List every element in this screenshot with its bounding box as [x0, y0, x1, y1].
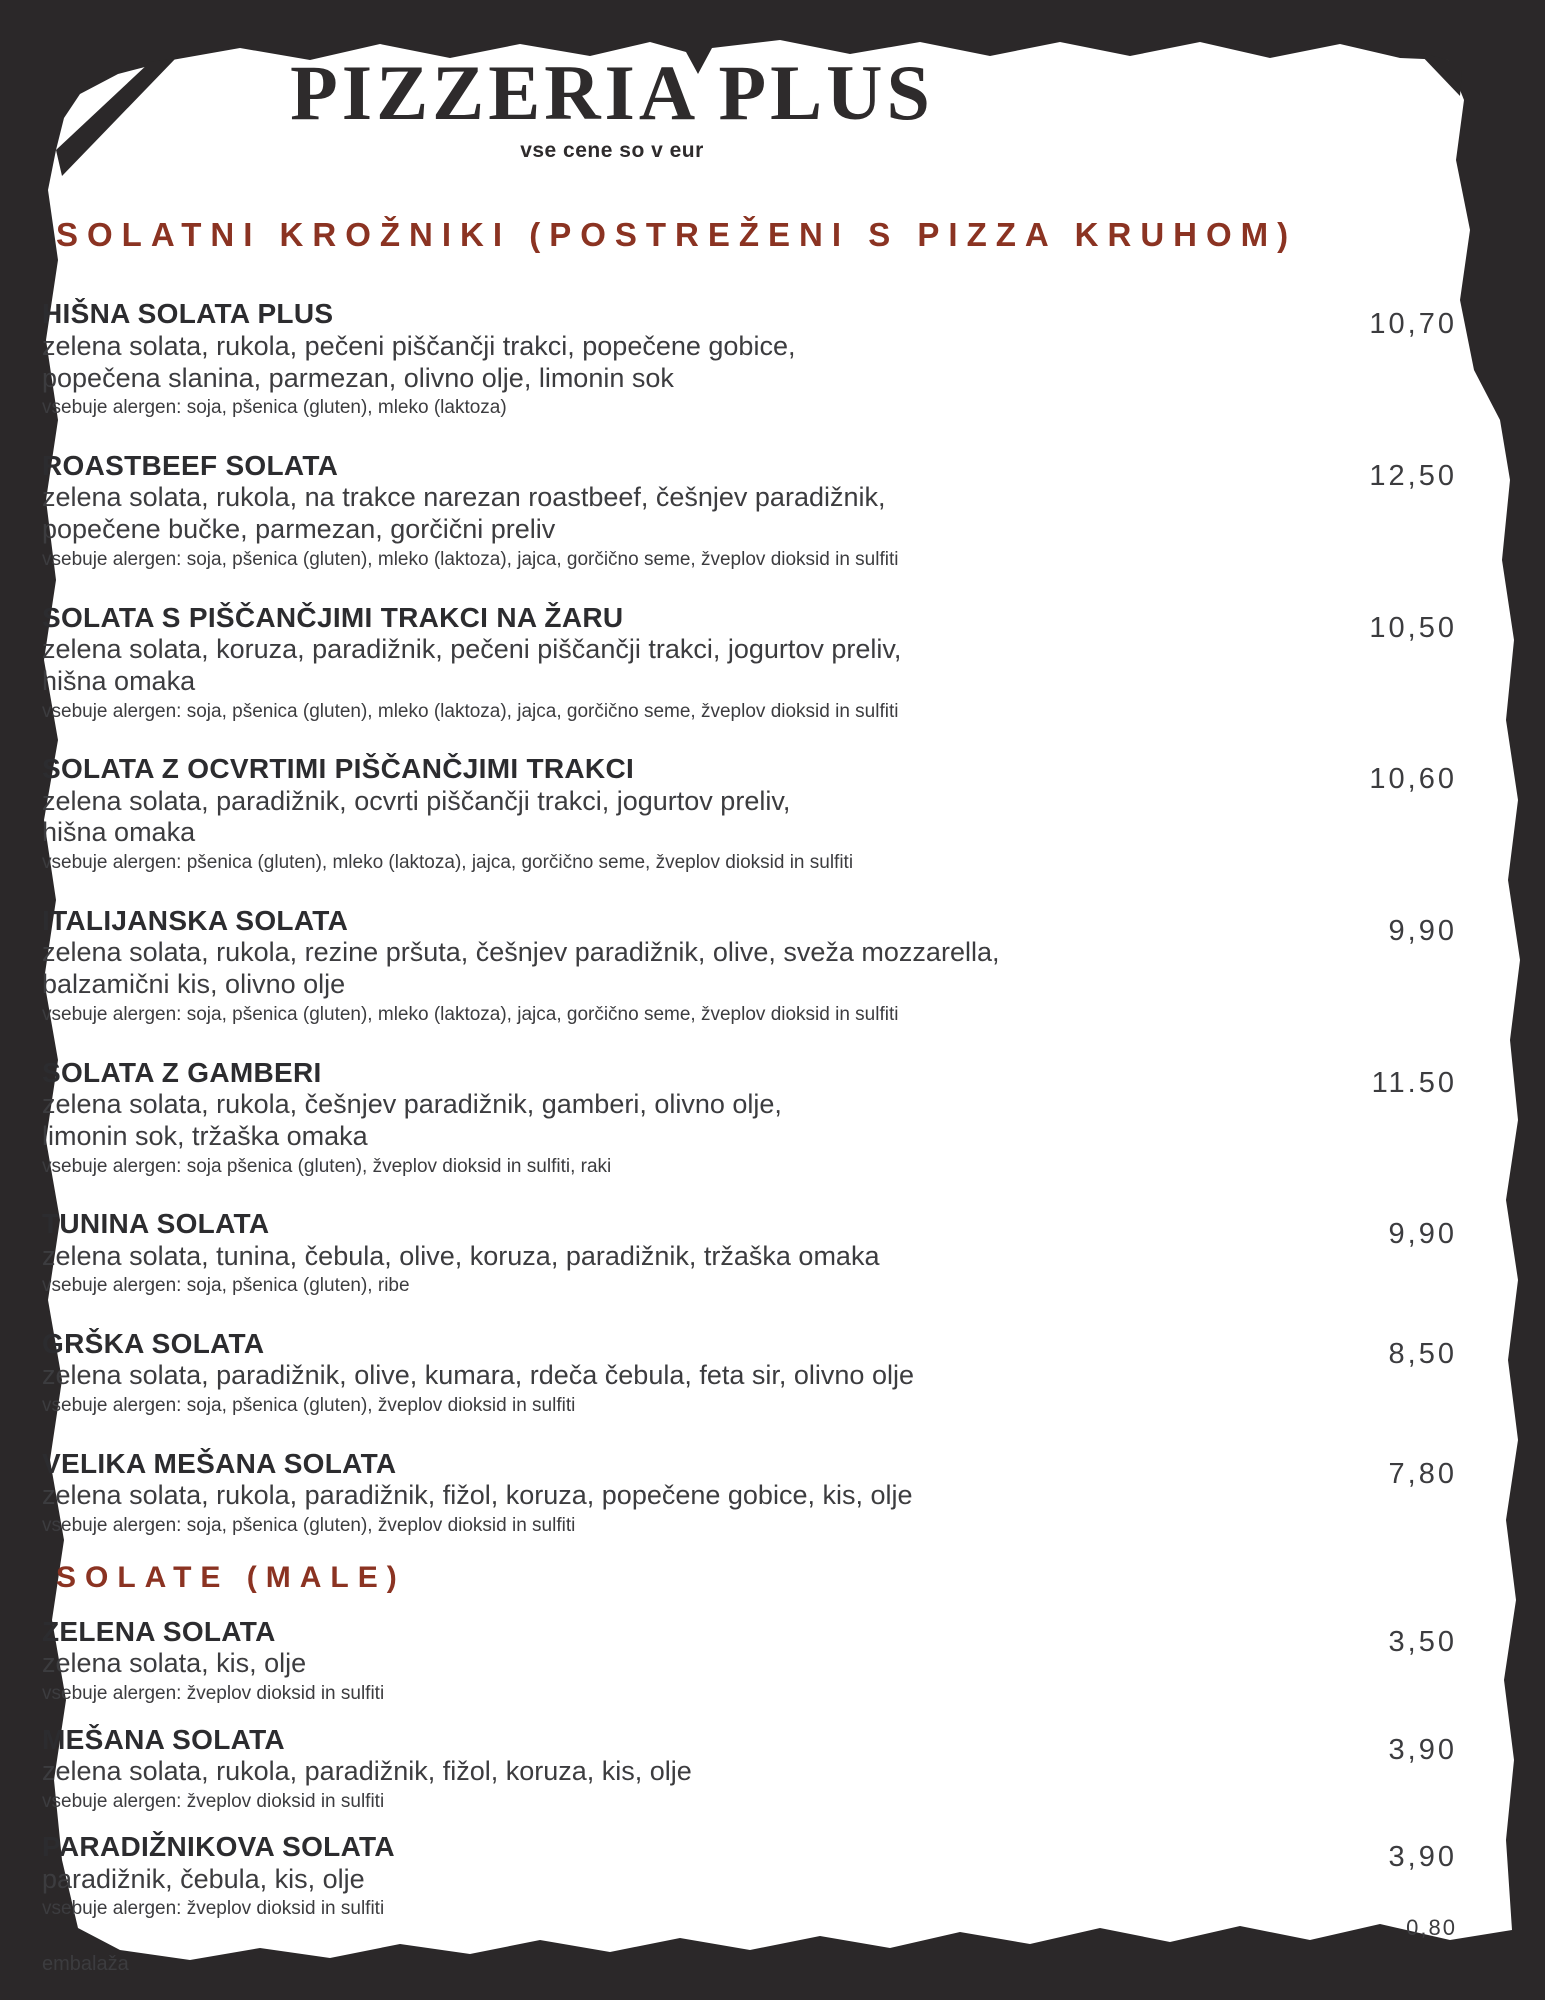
menu-item-text — [42, 1724, 1307, 1814]
menu-item — [42, 1057, 1457, 1179]
item-allergens: vsebuje alergen: soja, pšenica (gluten), žveplov dioksid in sulfiti — [42, 1395, 576, 1417]
menu-item-text — [42, 905, 1307, 1027]
item-allergens: vsebuje alergen: žveplov dioksid in sulfiti — [42, 1682, 385, 1704]
section-salad-plates — [42, 215, 1457, 1538]
item-description-line: limonin sok, tržaška omaka — [42, 1120, 368, 1151]
section-title-small-salads: SOLATE (MALE) — [56, 1560, 406, 1594]
item-price: 8,50 — [1388, 1338, 1457, 1371]
menu-item-text — [42, 1831, 1307, 1921]
item-price: 3,50 — [1388, 1625, 1457, 1658]
item-name: GRŠKA SOLATA — [42, 1328, 265, 1360]
item-name: PARADIŽNIKOVA SOLATA — [42, 1831, 395, 1863]
item-price: 10,50 — [1369, 611, 1457, 644]
item-description-line: hišna omaka — [42, 665, 196, 696]
item-name: VELIKA MEŠANA SOLATA — [42, 1448, 397, 1479]
item-name: ROASTBEEF SOLATA — [42, 450, 339, 482]
item-description-line: zelena solata, tunina, čebula, olive, koruza, paradižnik, tržaška omaka — [42, 1240, 880, 1271]
item-description-line: hišna omaka — [42, 817, 196, 848]
menu-item — [42, 1831, 1457, 1921]
salad-plates-item-list — [42, 298, 1457, 1537]
packaging-price: 0,80 — [1406, 1915, 1457, 1941]
item-description-line: zelena solata, rukola, paradižnik, fižol, koruza, kis, olje — [42, 1755, 692, 1786]
item-description-line: zelena solata, paradižnik, olive, kumara, rdeča čebula, feta sir, olivno olje — [42, 1360, 914, 1391]
item-price: 3,90 — [1388, 1841, 1457, 1874]
item-price: 9,90 — [1388, 1218, 1457, 1251]
item-description-line: zelena solata, rukola, na trakce narezan roastbeef, češnjev paradižnik, — [42, 482, 886, 513]
item-allergens: vsebuje alergen: soja, pšenica (gluten), ribe — [42, 1275, 410, 1297]
packaging-row — [42, 1915, 1457, 1976]
item-price: 10,60 — [1369, 763, 1457, 796]
menu-item-text — [42, 1208, 1307, 1298]
item-description-line: zelena solata, rukola, rezine pršuta, češnjev paradižnik, olive, sveža mozzarella, — [42, 937, 1000, 968]
menu-item-text — [42, 450, 1307, 572]
item-description-line: balzamični kis, olivno olje — [42, 969, 346, 1000]
item-description-line: zelena solata, kis, olje — [42, 1647, 307, 1678]
item-allergens: vsebuje alergen: soja, pšenica (gluten), žveplov dioksid in sulfiti — [42, 1515, 576, 1537]
item-description-line: zelena solata, rukola, paradižnik, fižol, koruza, popečene gobice, kis, olje — [42, 1480, 913, 1511]
item-allergens: vsebuje alergen: pšenica (gluten), mleko (laktoza), jajca, gorčično seme, žveplov dioksid in sulfiti — [42, 852, 854, 874]
item-price: 10,70 — [1369, 308, 1457, 341]
item-allergens: vsebuje alergen: soja pšenica (gluten), žveplov dioksid in sulfiti, raki — [42, 1155, 612, 1177]
menu-item — [42, 1328, 1457, 1418]
small-salads-item-list — [42, 1616, 1457, 1921]
menu-item-text — [42, 1328, 1307, 1418]
item-allergens: vsebuje alergen: žveplov dioksid in sulfiti — [42, 1790, 385, 1812]
item-name: MEŠANA SOLATA — [42, 1723, 285, 1755]
menu-item-text — [42, 602, 1307, 724]
item-description-line: zelena solata, paradižnik, ocvrti piščančji trakci, jogurtov preliv, — [42, 785, 791, 816]
item-description-line: zelena solata, koruza, paradižnik, pečeni piščančji trakci, jogurtov preliv, — [42, 633, 902, 664]
menu-item-text — [42, 753, 1307, 875]
item-price: 7,80 — [1388, 1458, 1457, 1490]
packaging-label: embalaža — [42, 1953, 129, 1976]
menu-item-text — [42, 1057, 1307, 1179]
item-name: SOLATA Z GAMBERI — [42, 1056, 322, 1088]
item-name: SOLATA S PIŠČANČJIMI TRAKCI NA ŽARU — [42, 601, 624, 633]
menu-item — [42, 298, 1457, 420]
item-name: TUNINA SOLATA — [42, 1208, 270, 1240]
item-name: SOLATA Z OCVRTIMI PIŠČANČJIMI TRAKCI — [42, 753, 635, 785]
menu-item-text — [42, 1448, 1307, 1538]
menu-item — [42, 1448, 1457, 1538]
item-price: 12,50 — [1369, 460, 1457, 493]
section-title-salad-plates: SOLATNI KROŽNIKI (POSTREŽENI S PIZZA KRUHOM) — [56, 215, 1298, 253]
menu-item — [42, 753, 1457, 875]
item-description-line: popečene bučke, parmezan, gorčični preliv — [42, 514, 556, 545]
menu-item — [42, 1616, 1457, 1706]
menu-item-text — [42, 1616, 1307, 1706]
item-description-line: paradižnik, čebula, kis, olje — [42, 1863, 365, 1894]
menu-item — [42, 450, 1457, 572]
menu-item — [42, 1208, 1457, 1298]
item-price: 9,90 — [1388, 915, 1457, 948]
item-allergens: vsebuje alergen: soja, pšenica (gluten), mleko (laktoza), jajca, gorčično seme, žveplov dioksid in sulfiti — [42, 1004, 899, 1025]
item-allergens: vsebuje alergen: soja, pšenica (gluten), mleko (laktoza), jajca, gorčično seme, žveplov dioksid in sulfiti — [42, 700, 899, 722]
restaurant-title: PIZZERIA PLUS — [290, 49, 934, 136]
currency-note: vse cene so v eur — [520, 138, 704, 162]
item-name: HIŠNA SOLATA PLUS — [42, 298, 334, 330]
item-allergens: vsebuje alergen: žveplov dioksid in sulfiti — [42, 1898, 385, 1920]
item-name: ZELENA SOLATA — [42, 1615, 276, 1647]
menu-item — [42, 1724, 1457, 1814]
menu-item — [42, 905, 1457, 1027]
item-price: 11.50 — [1371, 1066, 1457, 1099]
section-small-salads — [42, 1560, 1457, 1921]
item-price: 3,90 — [1388, 1733, 1457, 1766]
item-description-line: zelena solata, rukola, češnjev paradižnik, gamberi, olivno olje, — [42, 1088, 782, 1119]
item-name: ITALIJANSKA SOLATA — [42, 905, 349, 937]
item-description-line: popečena slanina, parmezan, olivno olje, limonin sok — [42, 362, 674, 393]
item-description-line: zelena solata, rukola, pečeni piščančji trakci, popečene gobice, — [42, 330, 796, 361]
item-allergens: vsebuje alergen: soja, pšenica (gluten), mleko (laktoza), jajca, gorčično seme, žveplov dioksid in sulfiti — [42, 549, 899, 571]
menu-item — [42, 602, 1457, 724]
menu-item-text — [42, 298, 1307, 420]
item-allergens: vsebuje alergen: soja, pšenica (gluten), mleko (laktoza) — [42, 397, 507, 419]
menu-header — [42, 48, 1182, 163]
